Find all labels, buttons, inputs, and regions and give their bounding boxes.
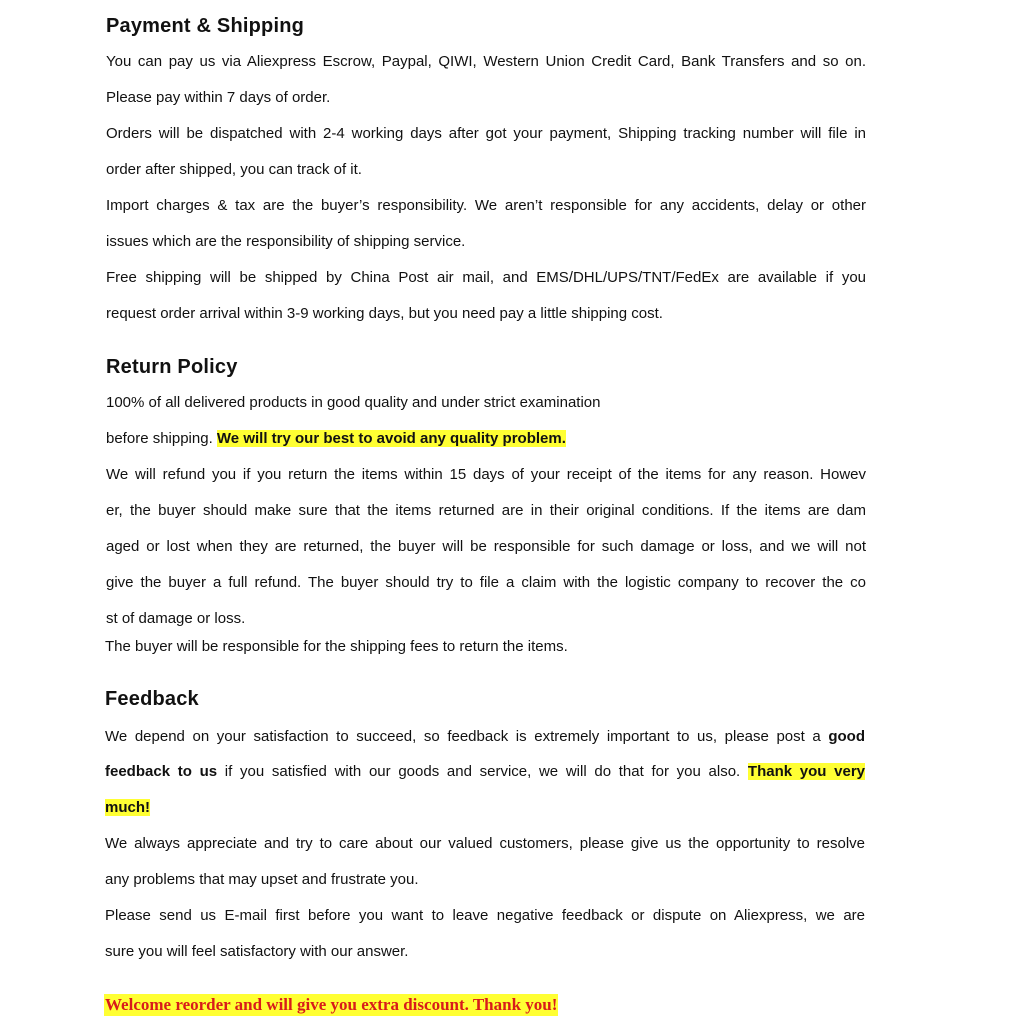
shipping-line-1: Free shipping will be shipped by China Post air mail, and EMS/DHL/UPS/TNT/FedEx are available if you	[106, 269, 866, 286]
return-line-2	[106, 429, 566, 449]
return-policy-heading: Return Policy	[106, 356, 238, 378]
feedback-bold-text: feedback to us	[105, 763, 218, 780]
appreciate-line-2: any problems that may upset and frustrate you.	[105, 871, 419, 888]
refund-line-2: er, the buyer should make sure that the items returned are in their original conditions. If the items are dam	[106, 502, 866, 519]
feedback-line-2	[105, 762, 865, 782]
email-line-1: Please send us E-mail first before you want to leave negative feedback or dispute on Aliexpress, we are	[105, 907, 865, 924]
feedback-line-2-mid: if you satisfied with our goods and service, we will do that for you also.	[217, 763, 748, 780]
feedback-line-3	[105, 798, 150, 818]
refund-line-4: give the buyer a full refund. The buyer should try to file a claim with the logistic company to recover the co	[106, 574, 866, 591]
payment-line-1: You can pay us via Aliexpress Escrow, Paypal, QIWI, Western Union Credit Card, Bank Transfers and so on.	[106, 53, 866, 70]
refund-line-1: We will refund you if you return the items within 15 days of your receipt of the items for any reason. Howev	[106, 466, 866, 483]
feedback-heading: Feedback	[105, 688, 199, 710]
payment-line-2: Please pay within 7 days of order.	[106, 89, 331, 106]
import-line-1: Import charges & tax are the buyer’s responsibility. We aren’t responsible for any accidents, delay or other	[106, 197, 866, 214]
much-highlight: much!	[105, 799, 150, 816]
quality-highlight: We will try our best to avoid any quality problem.	[216, 430, 566, 447]
appreciate-line-1: We always appreciate and try to care about our valued customers, please give us the opportunity to resolve	[105, 835, 865, 852]
feedback-line-1	[105, 727, 865, 747]
feedback-line-1-start: We depend on your satisfaction to succeed, so feedback is extremely important to us, please post a	[105, 728, 829, 745]
return-line-1: 100% of all delivered products in good quality and under strict examination	[106, 394, 601, 411]
shipping-line-2: request order arrival within 3-9 working days, but you need pay a little shipping cost.	[106, 305, 663, 322]
dispatch-line-1: Orders will be dispatched with 2-4 working days after got your payment, Shipping tracking number will file in	[106, 125, 866, 142]
refund-line-5: st of damage or loss.	[106, 610, 246, 627]
return-fees-line: The buyer will be responsible for the shipping fees to return the items.	[105, 638, 568, 655]
refund-line-3: aged or lost when they are returned, the buyer will be responsible for such damage or loss, and we will not	[106, 538, 866, 555]
import-line-2: issues which are the responsibility of shipping service.	[106, 233, 466, 250]
good-bold-text: good	[828, 728, 865, 745]
return-line-2-start: before shipping.	[106, 430, 217, 447]
dispatch-line-2: order after shipped, you can track of it.	[106, 161, 362, 178]
payment-shipping-heading: Payment & Shipping	[106, 15, 305, 37]
thank-you-highlight: Thank you very	[747, 763, 866, 780]
reorder-discount-banner: Welcome reorder and will give you extra discount. Thank you!	[105, 995, 558, 1014]
email-line-2: sure you will feel satisfactory with our answer.	[105, 943, 409, 960]
